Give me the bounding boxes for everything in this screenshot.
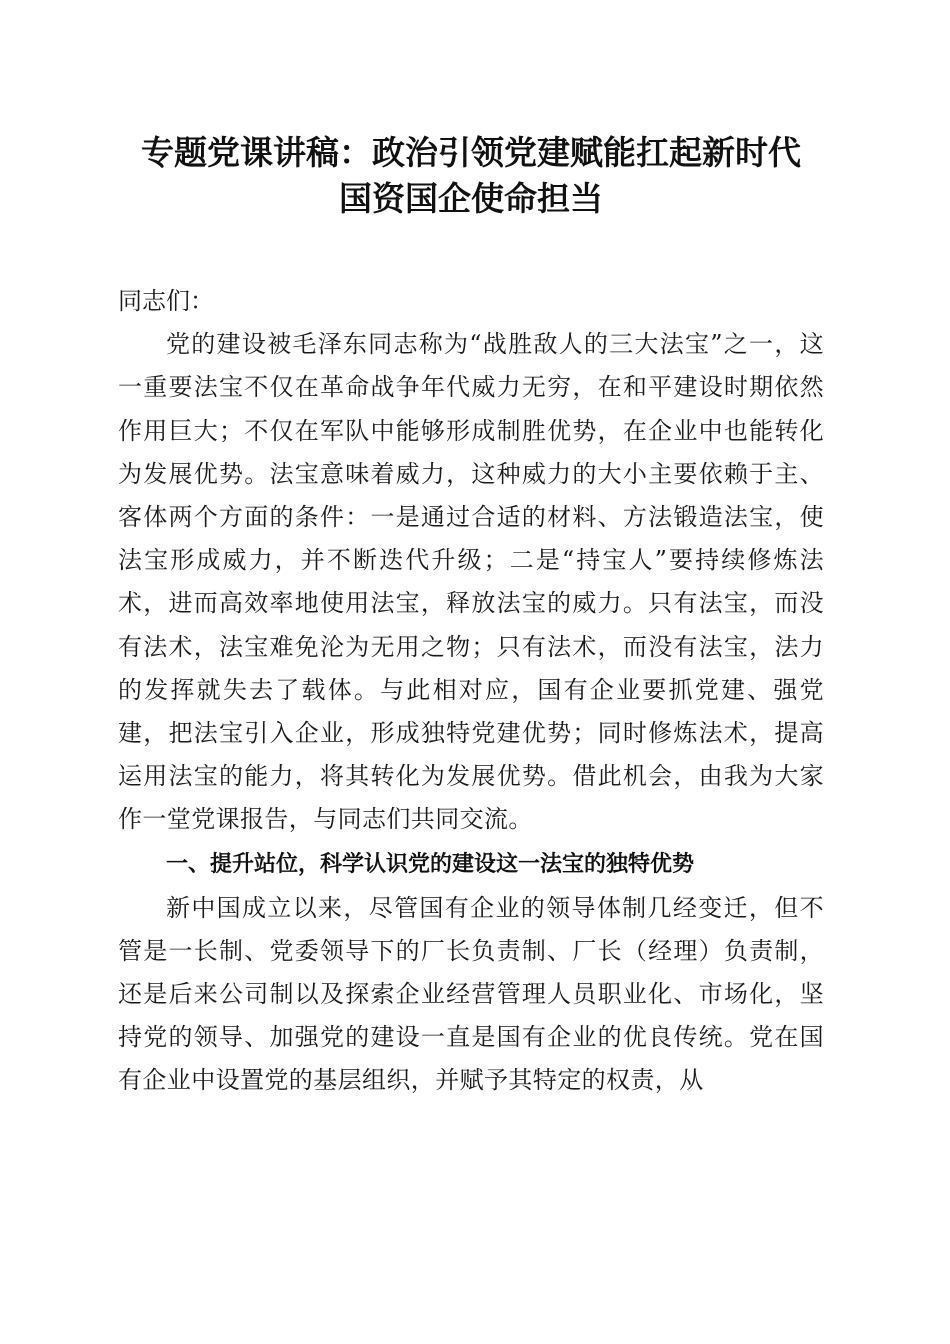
section-heading-1: 一、提升站位，科学认识党的建设这一法宝的独特优势 bbox=[166, 851, 695, 877]
paragraph-intro: 党的建设被毛泽东同志称为“战胜敌人的三大法宝”之一，这一重要法宝不仅在革命战争年代威力无穷，在和平建设时期依然作用巨大；不仅在军队中能够形成制胜优势，在企业中也能转化为发展优势。法宝意味着威力，这种威力的大小主要依赖于主、客体两个方面的条件：一是通过合适的材料、方法锻造法宝，使法宝形成威力，并不断迭代升级；二是“持宝人”要持续修炼法术，进而高效率地使用法宝，释放法宝的威力。只有法宝，而没有法术，法宝难免沦为无用之物；只有法术，而没有法宝，法力的发挥就失去了载体。与此相对应，国有企业要抓党建、强党建，把法宝引入企业，形成独特党建优势；同时修炼法术，提高运用法宝的能力，将其转化为发展优势。借此机会，由我为大家作一堂党课报告，与同志们共同交流。 bbox=[118, 330, 824, 834]
document-title bbox=[118, 130, 824, 222]
salutation: 同志们： bbox=[118, 287, 214, 315]
title-line-2: 国资国企使命担当 bbox=[339, 179, 603, 218]
document-body bbox=[118, 280, 824, 1103]
document-page bbox=[118, 130, 824, 1103]
title-line-1: 专题党课讲稿：政治引领党建赋能扛起新时代 bbox=[141, 133, 801, 172]
paragraph-section-1: 新中国成立以来，尽管国有企业的领导体制几经变迁，但不管是一长制、党委领导下的厂长负责制、厂长（经理）负责制，还是后来公司制以及探索企业经营管理人员职业化、市场化，坚持党的领导、加强党的建设一直是国有企业的优良传统。党在国有企业中设置党的基层组织，并赋予其特定的权责，从 bbox=[118, 893, 824, 1095]
